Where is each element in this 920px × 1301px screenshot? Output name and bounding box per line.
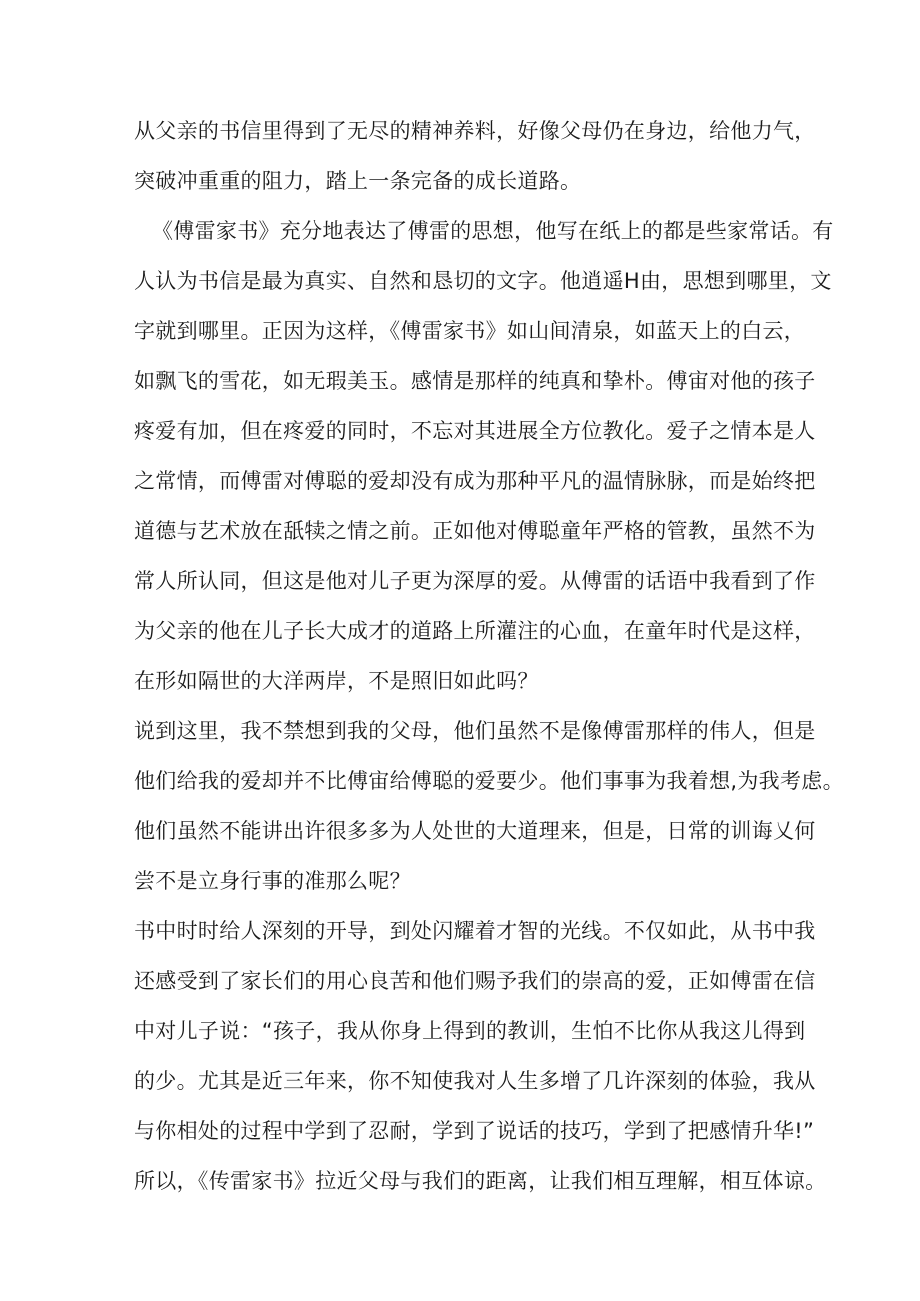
text-line: 之常情，而傅雷对傅聪的爱却没有成为那种平凡的温情脉脉，而是始终把 xyxy=(134,469,816,493)
text-line: 常人所认同，但这是他对儿子更为深厚的爱。从傅雷的话语中我看到了作 xyxy=(134,569,816,593)
text-line: 书中时时给人深刻的开导，到处闪耀着才智的光线。不仅如此，从书中我 xyxy=(134,919,816,943)
text-line: 如飘飞的雪花，如无瑕美玉。感情是那样的纯真和挚朴。傅宙对他的孩子 xyxy=(134,369,816,393)
text-line: 突破冲重重的阻力，踏上一条完备的成长道路。 xyxy=(134,169,582,193)
text-line: 他们给我的爱却并不比傅宙给傅聪的爱要少。他们事事为我着想,为我考虑。 xyxy=(134,769,844,793)
text-line: 为父亲的他在儿子长大成才的道路上所灌注的心血，在童年时代是这样， xyxy=(134,619,816,643)
text-line: 人认为书信是最为真实、自然和恳切的文字。他逍遥H由，思想到哪里，文 xyxy=(134,269,832,293)
text-line: 《傅雷家书》充分地表达了傅雷的思想，他写在纸上的都是些家常话。有 xyxy=(152,219,834,243)
text-line: 尝不是立身行事的准那么呢？ xyxy=(134,869,411,893)
text-line: 还感受到了家长们的用心良苦和他们赐予我们的崇高的爱，正如傅雷在信 xyxy=(134,969,816,993)
text-line: 所以，《传雷家书》拉近父母与我们的距离，让我们相互理解，相互体谅。 xyxy=(134,1169,827,1193)
text-line: 疼爱有加，但在疼爱的同时，不忘对其进展全方位教化。爱子之情本是人 xyxy=(134,419,816,443)
text-line: 字就到哪里。正因为这样，《傅雷家书》如山间清泉，如蓝天上的白云， xyxy=(134,319,806,343)
text-line: 说到这里，我不禁想到我的父母，他们虽然不是像傅雷那样的伟人，但是 xyxy=(134,719,816,743)
text-line: 的少。尤其是近三年来，你不知使我对人生多增了几许深刻的体验，我从 xyxy=(134,1069,816,1093)
text-line: 与你相处的过程中学到了忍耐，学到了说话的技巧，学到了把感情升华!” xyxy=(134,1119,815,1143)
text-line: 从父亲的书信里得到了无尽的精神养料，好像父母仍在身边，给他力气， xyxy=(134,119,816,143)
text-line: 他们虽然不能讲出许很多多为人处世的大道理来，但是，日常的训诲乂何 xyxy=(134,819,816,843)
text-line: 中对儿子说：“孩子，我从你身上得到的教训，生怕不比你从我这儿得到 xyxy=(134,1019,806,1043)
text-line: 道德与艺术放在舐犊之情之前。正如他对傅聪童年严格的管教，虽然不为 xyxy=(134,519,816,543)
text-line: 在形如隔世的大洋两岸，不是照旧如此吗？ xyxy=(134,669,539,693)
